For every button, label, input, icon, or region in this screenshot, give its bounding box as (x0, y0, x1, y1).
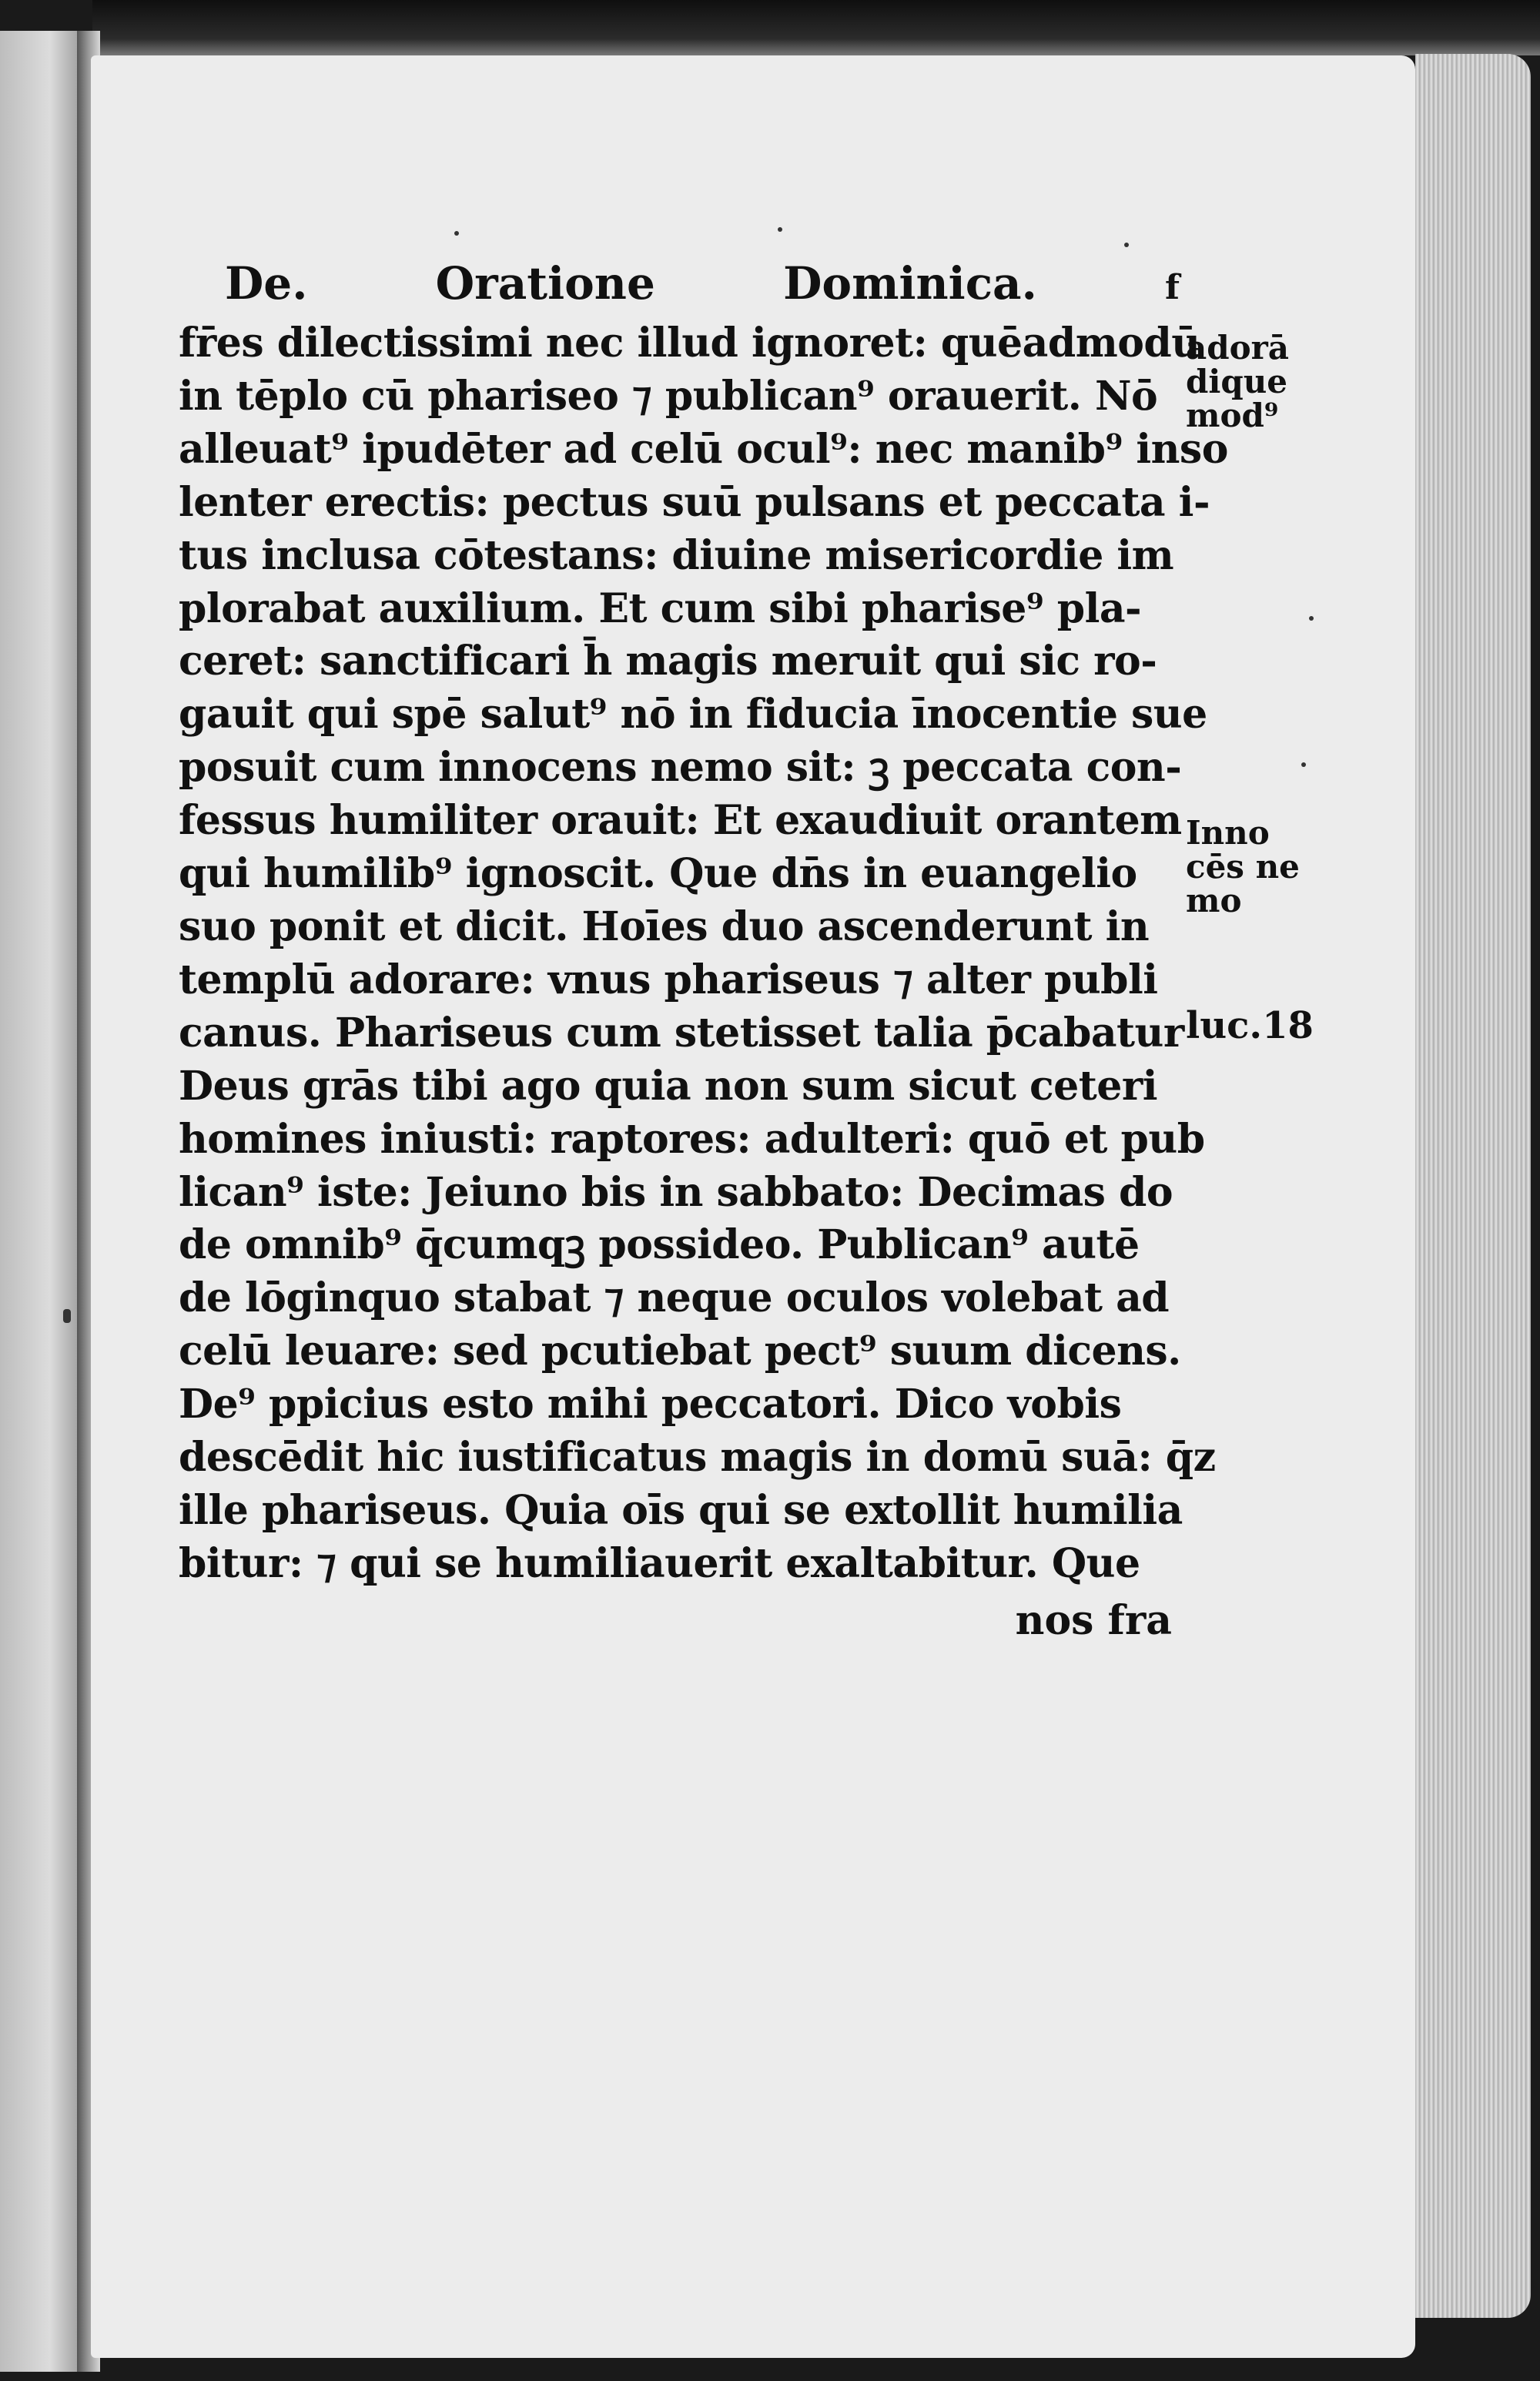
text-line: in tēplo cū phariseo ⁊ publican⁹ orauerit. Nō (179, 372, 1158, 420)
text-line: Deus grās tibi ago quia non sum sicut ceteri (179, 1062, 1157, 1110)
text-line: fr̄es dilectissimi nec illud ignoret: quēadmodū (179, 320, 1200, 367)
text-line: suo ponit et dicit. Hoīes duo ascenderunt in (179, 903, 1150, 950)
text-line: de omnib⁹ q̄cumqꝫ possideo. Publican⁹ autē (179, 1221, 1140, 1269)
text-line: templū adorare: vnus phariseus ⁊ alter publi (179, 956, 1158, 1003)
marginal-note-line: mod⁹ (1186, 397, 1279, 434)
ink-speck (778, 227, 782, 232)
ink-speck (1309, 616, 1314, 621)
ink-speck (63, 1309, 71, 1323)
text-line: plorabat auxilium. Et cum sibi pharise⁹ pla- (179, 584, 1142, 632)
marginal-note-line: cēs ne (1186, 848, 1300, 886)
marginal-note-luke (1186, 1004, 1314, 1047)
text-line: canus. Phariseus cum stetisset talia p̄cabatur (179, 1009, 1184, 1057)
text-line: de lōginquo stabat ⁊ neque oculos volebat ad (179, 1274, 1170, 1322)
ink-speck (1301, 762, 1306, 767)
text-line: descēdit hic iustificatus magis in domū suā: q̄z (179, 1434, 1216, 1482)
marginal-note-line: Inno (1186, 814, 1270, 852)
ink-speck (1124, 243, 1129, 247)
text-line: bitur: ⁊ qui se humiliauerit exaltabitur. Que (179, 1539, 1140, 1587)
text-line: qui humilib⁹ ignoscit. Que dn̄s in euangelio (179, 850, 1137, 898)
marginal-note-adorandi (1186, 331, 1289, 433)
text-line: ceret: sanctificari h̄ magis meruit qui sic ro- (179, 638, 1157, 685)
marginal-note-innocens (1186, 816, 1300, 918)
signature-mark: f (1165, 268, 1180, 307)
text-line: gauit qui spē salut⁹ nō in fiducia īnocentie sue (179, 691, 1207, 738)
text-line: tus inclusa cōtestans: diuine misericordie im (179, 531, 1174, 579)
text-line: De⁹ ppicius esto mihi peccatori. Dico vobis (179, 1381, 1122, 1428)
text-line: alleuat⁹ ipudēter ad celū ocul⁹: nec manib⁹ inso (179, 425, 1228, 473)
ink-speck (454, 231, 459, 236)
catchword: nos fra (1015, 1596, 1172, 1644)
running-head (225, 254, 1180, 317)
text-line: fessus humiliter orauit: Et exaudiuit orantem (179, 797, 1182, 845)
marginal-note-line: mo (1186, 882, 1242, 919)
binding-shadow (92, 0, 1540, 55)
running-head-center: Oratione (435, 257, 655, 310)
text-column (179, 254, 1228, 1648)
text-line: posuit cum innocens nemo sit: ꝫ peccata con- (179, 744, 1182, 792)
text-line: celū leuare: sed pcutiebat pect⁹ suum dicens. (179, 1328, 1181, 1375)
text-line: lenter erectis: pectus suū pulsans et peccata i- (179, 478, 1210, 526)
marginal-note-line: adorā (1186, 329, 1289, 367)
marginal-note-line: luc.18 (1186, 1004, 1314, 1047)
marginal-note-line: dique (1186, 363, 1287, 400)
text-line: ille phariseus. Quia oīs qui se extollit humilia (179, 1486, 1183, 1534)
text-line: lican⁹ iste: Jeiuno bis in sabbato: Decimas do (179, 1168, 1173, 1216)
fore-edge-leaves (1415, 54, 1531, 2318)
text-line: homines iniusti: raptores: adulteri: quō et pub (179, 1115, 1205, 1163)
running-head-left: De. (225, 257, 308, 310)
facing-page-edge (0, 31, 85, 2372)
running-head-right: Dominica. (783, 257, 1037, 310)
